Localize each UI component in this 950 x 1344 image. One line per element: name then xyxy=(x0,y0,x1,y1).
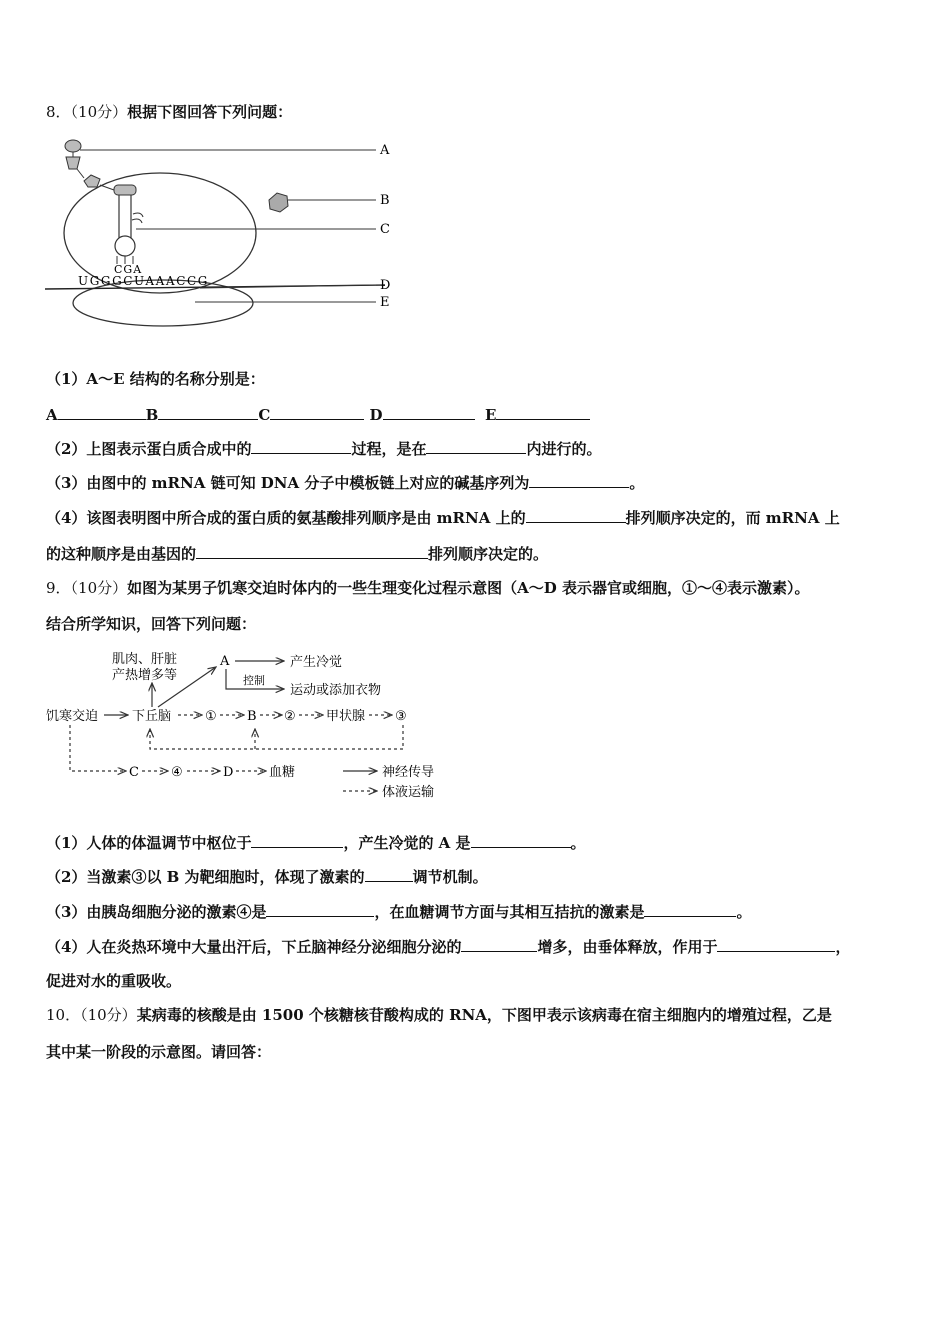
anticodon-label: CGA xyxy=(114,263,143,276)
muscle-liver-text: 肌肉、肝脏 xyxy=(112,652,178,667)
blank-c[interactable] xyxy=(270,404,364,420)
q8-part1: （1）A～E 结构的名称分别是： xyxy=(46,370,265,388)
q10-header xyxy=(46,1005,832,1025)
q9-part3: （3）由胰岛细胞分泌的激素④是 ，在血糖调节方面与其相互拮抗的激素是 。 xyxy=(46,903,752,921)
blank-e[interactable] xyxy=(496,404,590,420)
legend-fluid: 体液运输 xyxy=(382,785,435,800)
label-a: A xyxy=(380,143,390,158)
blank-mrna-order[interactable] xyxy=(526,507,626,523)
q10-title-cont: 其中某一阶段的示意图。请回答： xyxy=(46,1043,272,1061)
blank-mechanism[interactable] xyxy=(365,866,413,882)
q8-number: 8．（10分） xyxy=(46,103,128,121)
polypeptide-chain xyxy=(65,140,136,195)
hormone-1: ① xyxy=(205,709,217,724)
thermoregulation-diagram xyxy=(40,645,460,810)
node-b: B xyxy=(247,709,257,724)
q8-part3: （3）由图中的 mRNA 链可知 DNA 分子中模板链上对应的碱基序列为 。 xyxy=(46,474,645,492)
translation-diagram xyxy=(40,130,420,330)
legend-nerve: 神经传导 xyxy=(382,765,435,780)
node-d: D xyxy=(223,765,234,780)
heat-text: 产热增多等 xyxy=(112,668,178,683)
blank-a[interactable] xyxy=(58,404,146,420)
blank-d[interactable] xyxy=(383,404,475,420)
blank-template-sequence[interactable] xyxy=(529,472,629,488)
blank-secretion[interactable] xyxy=(461,936,537,952)
blank-antagonist[interactable] xyxy=(644,901,736,917)
cold-sense-text: 产生冷觉 xyxy=(290,655,343,670)
node-a: A xyxy=(220,654,230,669)
q9-header xyxy=(46,578,810,598)
q9-part4: （4）人在炎热环境中大量出汗后，下丘脑神经分泌细胞分泌的 增多，由垂体释放，作用于 ， xyxy=(46,938,851,956)
label-b: B xyxy=(380,193,390,208)
q8-part1-blanks: A B C D E xyxy=(46,404,590,425)
hormone-2: ② xyxy=(284,709,296,724)
hypothalamus-text: 下丘脑 xyxy=(132,709,172,724)
blank-b[interactable] xyxy=(158,404,258,420)
hormone-3: ③ xyxy=(395,709,407,724)
hunger-cold-text: 饥寒交迫 xyxy=(46,709,99,724)
exercise-text: 运动或添加衣物 xyxy=(290,683,382,698)
thyroid-text: 甲状腺 xyxy=(326,709,366,724)
q9-title: 如图为某男子饥寒交迫时体内的一些生理变化过程示意图（A～D 表示器官或细胞，①～④表示激素）。 xyxy=(127,579,810,597)
blank-hormone4[interactable] xyxy=(266,901,374,917)
node-c: C xyxy=(129,765,139,780)
blank-process[interactable] xyxy=(251,438,351,454)
q9-part4-cont: 促进对水的重吸收。 xyxy=(46,972,182,990)
q9-title-cont: 结合所学知识，回答下列问题： xyxy=(46,615,257,633)
blank-location[interactable] xyxy=(426,438,526,454)
q8-header xyxy=(46,102,292,122)
control-text: 控制 xyxy=(243,674,265,687)
free-amino-acid xyxy=(269,193,288,212)
q8-part4: （4）该图表明图中所合成的蛋白质的氨基酸排列顺序是由 mRNA 上的 排列顺序决定的，而 mRNA 上 xyxy=(46,509,840,527)
q9-part2: （2）当激素③以 B 为靶细胞时，体现了激素的 调节机制。 xyxy=(46,868,488,886)
hormone-4: ④ xyxy=(171,765,183,780)
q8-part2: （2）上图表示蛋白质合成中的 过程，是在 内进行的。 xyxy=(46,440,602,458)
q10-title: 某病毒的核酸是由 1500 个核糖核苷酸构成的 RNA，下图甲表示该病毒在宿主细胞内的增殖过程，乙是 xyxy=(136,1006,832,1024)
q8-part4-cont: 的这种顺序是由基因的 排列顺序决定的。 xyxy=(46,545,549,563)
mrna-sequence: UGGGCUAAACCG xyxy=(78,274,209,288)
q10-number: 10．（10分） xyxy=(46,1006,137,1024)
blank-target[interactable] xyxy=(717,936,835,952)
q9-number: 9．（10分） xyxy=(46,579,128,597)
q8-title: 根据下图回答下列问题： xyxy=(127,103,293,121)
label-e: E xyxy=(380,295,390,310)
q9-part1: （1）人体的体温调节中枢位于 ，产生冷觉的 A 是 。 xyxy=(46,834,586,852)
label-c: C xyxy=(380,222,390,237)
blank-center[interactable] xyxy=(251,832,343,848)
blank-gene-order[interactable] xyxy=(196,543,428,559)
blank-a-organ[interactable] xyxy=(471,832,571,848)
label-d: D xyxy=(380,278,391,293)
blood-glucose-text: 血糖 xyxy=(269,765,296,780)
